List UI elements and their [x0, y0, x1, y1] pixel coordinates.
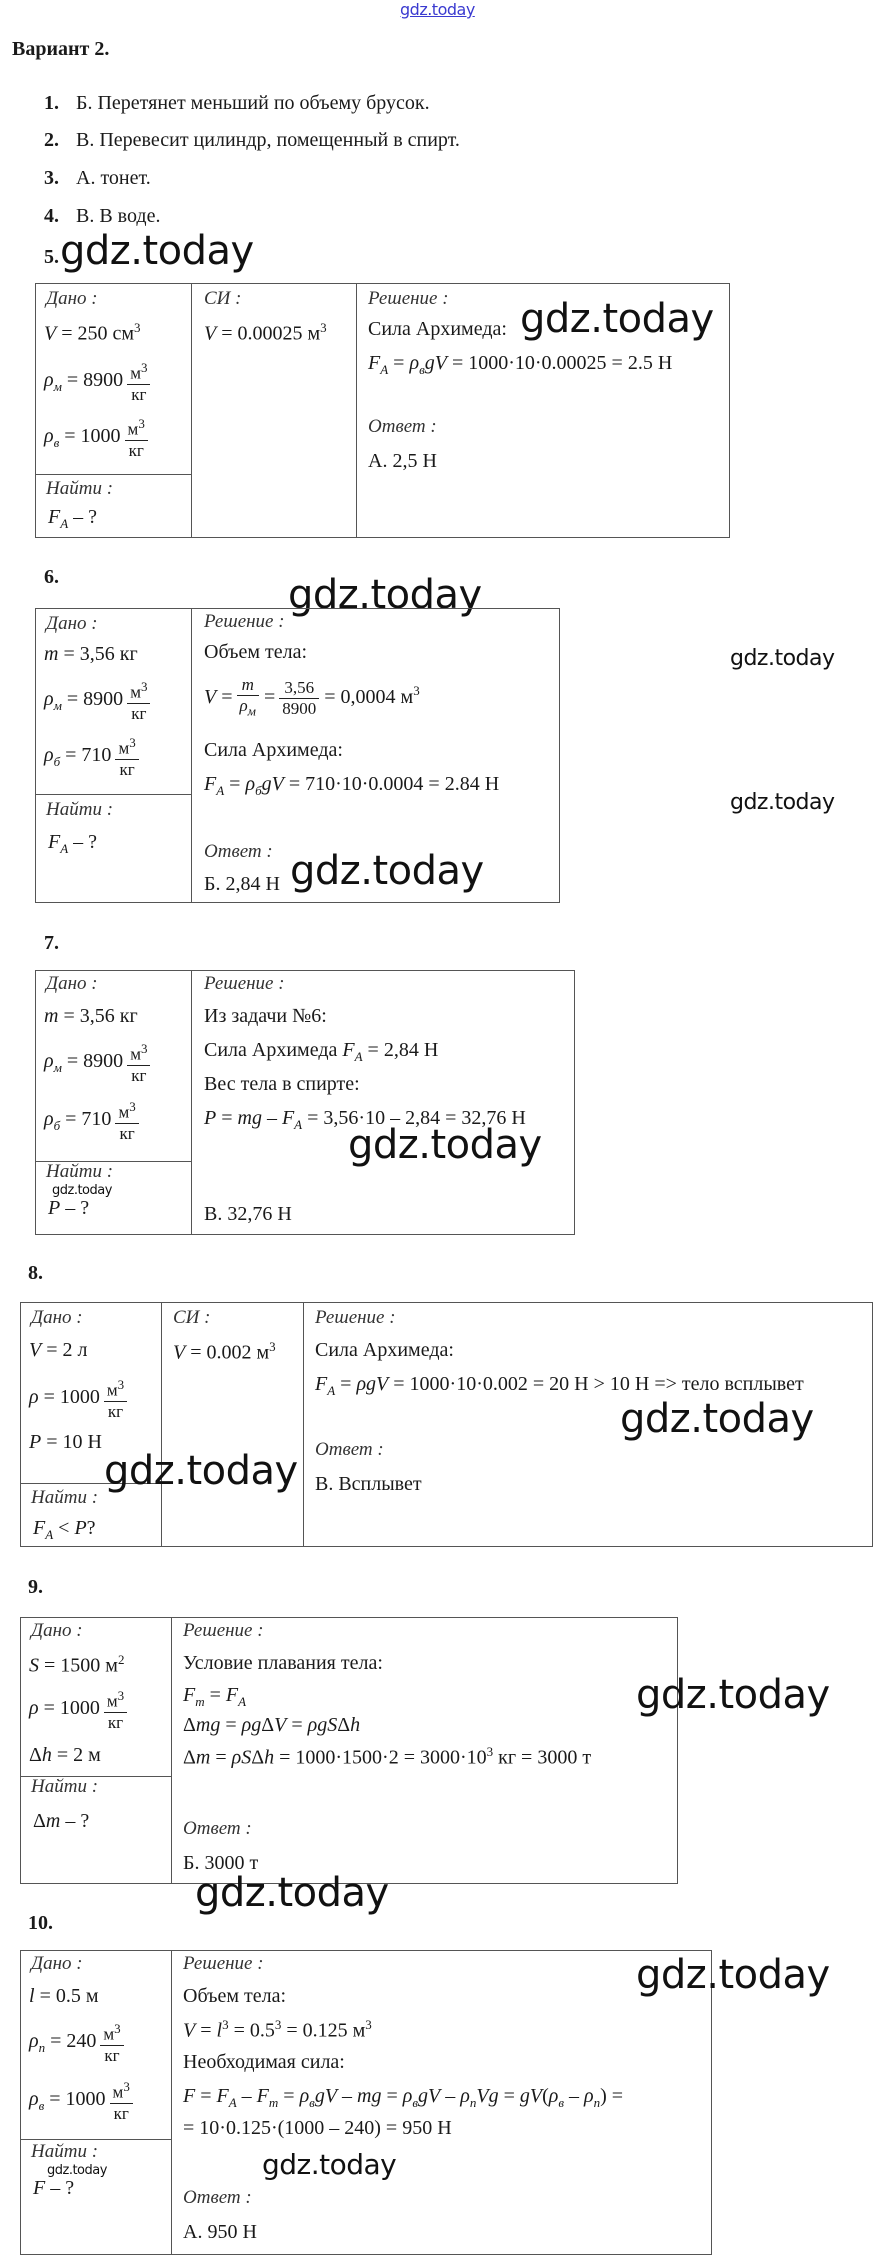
- solution-formula: Δmg = ρgΔV = ρgSΔh: [183, 1714, 361, 1736]
- watermark: gdz.today: [288, 572, 482, 618]
- find-quantity: F – ?: [33, 2177, 75, 2199]
- problem-7-answer: В. 32,76 Н: [204, 1203, 292, 1225]
- solution-formula: $F = F_A - F_m = \rho_вgV$ – mg = $\rho_вgV - \rho_пVg = gV(\rho_в - \rho_п)$ =: [183, 2085, 624, 2110]
- solution-label: Решение :: [368, 288, 449, 309]
- find-label: Найти :: [31, 2141, 99, 2162]
- solution-line: Вес тела в спирте:: [204, 1073, 360, 1095]
- given-label: Дано :: [31, 1620, 83, 1641]
- problem-9-table: [20, 1617, 678, 1884]
- answer-2: 2. В. Перевесит цилиндр, помещенный в спирт.: [44, 129, 460, 151]
- given-mass: m = 3,56 кг: [44, 643, 138, 665]
- watermark: gdz.today: [47, 2163, 107, 2178]
- find-label: Найти :: [46, 799, 114, 820]
- watermark: gdz.today: [104, 1448, 298, 1494]
- given-label: Дано :: [31, 1307, 83, 1328]
- find-quantity: P – ?: [48, 1197, 90, 1219]
- answer-3: 3. А. тонет.: [44, 167, 151, 189]
- solution-label: Решение :: [204, 611, 285, 632]
- find-label: Найти :: [31, 1487, 99, 1508]
- solution-label: Решение :: [183, 1620, 264, 1641]
- given-density-body: $\rho_п = 240$ $м^3$ кг: [29, 2019, 124, 2066]
- solution-label: Решение :: [315, 1307, 396, 1328]
- find-quantity: $F_A$ – ?: [48, 506, 98, 531]
- problem-10-number: 10.: [28, 1912, 53, 1934]
- find-label: Найти :: [46, 478, 114, 499]
- si-label: СИ :: [204, 288, 242, 309]
- given-density-water: $\rho_в = 1000$ $м^3$ кг: [44, 414, 148, 461]
- find-quantity: $F_A$ – ?: [48, 831, 98, 856]
- watermark: gdz.today: [60, 228, 254, 274]
- problem-6-answer: Б. 2,84 Н: [204, 873, 280, 895]
- given-label: Дано :: [46, 613, 98, 634]
- given-label: Дано :: [46, 288, 98, 309]
- watermark: gdz.today: [636, 1672, 830, 1718]
- variant-heading: Вариант 2.: [12, 38, 110, 60]
- problem-5-number: 5.: [44, 246, 59, 268]
- problem-8-number: 8.: [28, 1262, 43, 1284]
- problem-7-number: 7.: [44, 932, 59, 954]
- problem-10-table: [20, 1950, 712, 2255]
- solution-line: Сила Архимеда:: [315, 1339, 454, 1361]
- solution-line: Сила Архимеда:: [204, 739, 343, 761]
- watermark: gdz.today: [290, 848, 484, 894]
- si-label: СИ :: [173, 1307, 211, 1328]
- si-value: V = 0.00025 $м^3$: [204, 320, 327, 345]
- problem-9-number: 9.: [28, 1576, 43, 1598]
- si-value: V = 0.002 $м^3$: [173, 1339, 276, 1364]
- watermark: gdz.today: [730, 646, 835, 671]
- given-density-water: $\rho_в = 1000$ $м^3$ кг: [29, 2077, 133, 2124]
- watermark: gdz.today: [262, 2148, 397, 2181]
- solution-line: Объем тела:: [183, 1985, 287, 2007]
- solution-label: Решение :: [204, 973, 285, 994]
- solution-line: Сила Архимеда:: [368, 318, 507, 340]
- given-density-alcohol: $\rho_б = 710$ $м^3$ кг: [44, 1097, 139, 1144]
- answer-1: 1. Б. Перетянет меньший по объему брусок.: [44, 92, 430, 114]
- given-density: ρ = 1000 $м^3$ кг: [29, 1375, 127, 1422]
- watermark: gdz.today: [520, 296, 714, 342]
- watermark: gdz.today: [620, 1396, 814, 1442]
- given-label: Дано :: [46, 973, 98, 994]
- solution-formula: $V = l^3 = 0.5^3 = 0.125$ $м^3$: [183, 2017, 372, 2042]
- given-density-metal: $\rho_м = 8900$ $м^3$ кг: [44, 677, 150, 724]
- given-label: Дано :: [31, 1953, 83, 1974]
- solution-label: Решение :: [183, 1953, 264, 1974]
- solution-formula: $F_A = \rho_бgV = 710\cdot 10\cdot 0.0004 = 2.84$ Н: [204, 773, 500, 798]
- solution-formula: Сила Архимеда $F_A = 2,84$ Н: [204, 1039, 439, 1064]
- answer-label: Ответ :: [183, 2187, 252, 2208]
- problem-8-answer: В. Всплывет: [315, 1473, 422, 1495]
- solution-formula: P = mg – $F_A = 3,56\cdot 10 - 2,84 = 32,76$ Н: [204, 1107, 526, 1132]
- solution-formula: $\Delta m = \rho S\Delta h = 1000\cdot 1500\cdot 2 = 3000\cdot 10^3$ кг = 3000 т: [183, 1744, 592, 1769]
- solution-line: Условие плавания тела:: [183, 1652, 383, 1674]
- answer-label: Ответ :: [368, 416, 437, 437]
- solution-formula: $F_m = F_A$: [183, 1684, 247, 1709]
- solution-line: Необходимая сила:: [183, 2051, 345, 2073]
- given-length: l = 0.5 м: [29, 1985, 99, 2007]
- solution-result: = 10·0.125·(1000 – 240) = 950 Н: [183, 2117, 452, 2139]
- problem-7-table: [35, 970, 575, 1235]
- find-quantity: Δm – ?: [33, 1810, 90, 1832]
- watermark: gdz.today: [52, 1183, 112, 1198]
- given-density-alcohol: $\rho_б = 710$ $м^3$ кг: [44, 733, 139, 780]
- answer-label: Ответ :: [315, 1439, 384, 1460]
- given-density-metal: $\rho_м = 8900$ $м^3$ кг: [44, 358, 150, 405]
- solution-formula: V = m $\rho_м$ = $\frac{3,56}{8900}$ = 0,0004 $м^3$: [204, 675, 420, 719]
- problem-10-answer: А. 950 Н: [183, 2221, 257, 2243]
- problem-5-answer: А. 2,5 Н: [368, 450, 437, 472]
- given-volume: V = 2 л: [29, 1339, 88, 1361]
- given-density-metal: $\rho_м = 8900$ $м^3$ кг: [44, 1039, 150, 1086]
- watermark: gdz.today: [348, 1122, 542, 1168]
- solution-line: Из задачи №6:: [204, 1005, 327, 1027]
- given-weight: P = 10 Н: [29, 1431, 102, 1453]
- solution-line: Объем тела:: [204, 641, 308, 663]
- watermark-top: gdz.today: [400, 0, 475, 19]
- given-mass: m = 3,56 кг: [44, 1005, 138, 1027]
- problem-6-number: 6.: [44, 566, 59, 588]
- watermark: gdz.today: [636, 1952, 830, 1998]
- answer-label: Ответ :: [183, 1818, 252, 1839]
- solution-formula: $F_A = \rho_вgV = 1000\cdot 10\cdot 0.00025 = 2.5$ Н: [368, 352, 673, 377]
- given-area: S = 1500 $м^2$: [29, 1652, 125, 1677]
- given-volume: V = 250 $см^3$: [44, 320, 141, 345]
- answer-4: 4. В. В воде.: [44, 205, 161, 227]
- problem-9-answer: Б. 3000 т: [183, 1852, 259, 1874]
- find-quantity: $F_A < P$?: [33, 1517, 96, 1542]
- given-density: ρ = 1000 $м^3$ кг: [29, 1686, 127, 1733]
- find-label: Найти :: [46, 1161, 114, 1182]
- watermark: gdz.today: [195, 1870, 389, 1916]
- given-depth-change: Δh = 2 м: [29, 1744, 101, 1766]
- watermark: gdz.today: [730, 790, 835, 815]
- solution-formula: $F_A = \rho gV = 1000\cdot 10\cdot 0.002 = 20$ Н > 10 Н => тело всплывет: [315, 1373, 804, 1398]
- answer-label: Ответ :: [204, 841, 273, 862]
- find-label: Найти :: [31, 1776, 99, 1797]
